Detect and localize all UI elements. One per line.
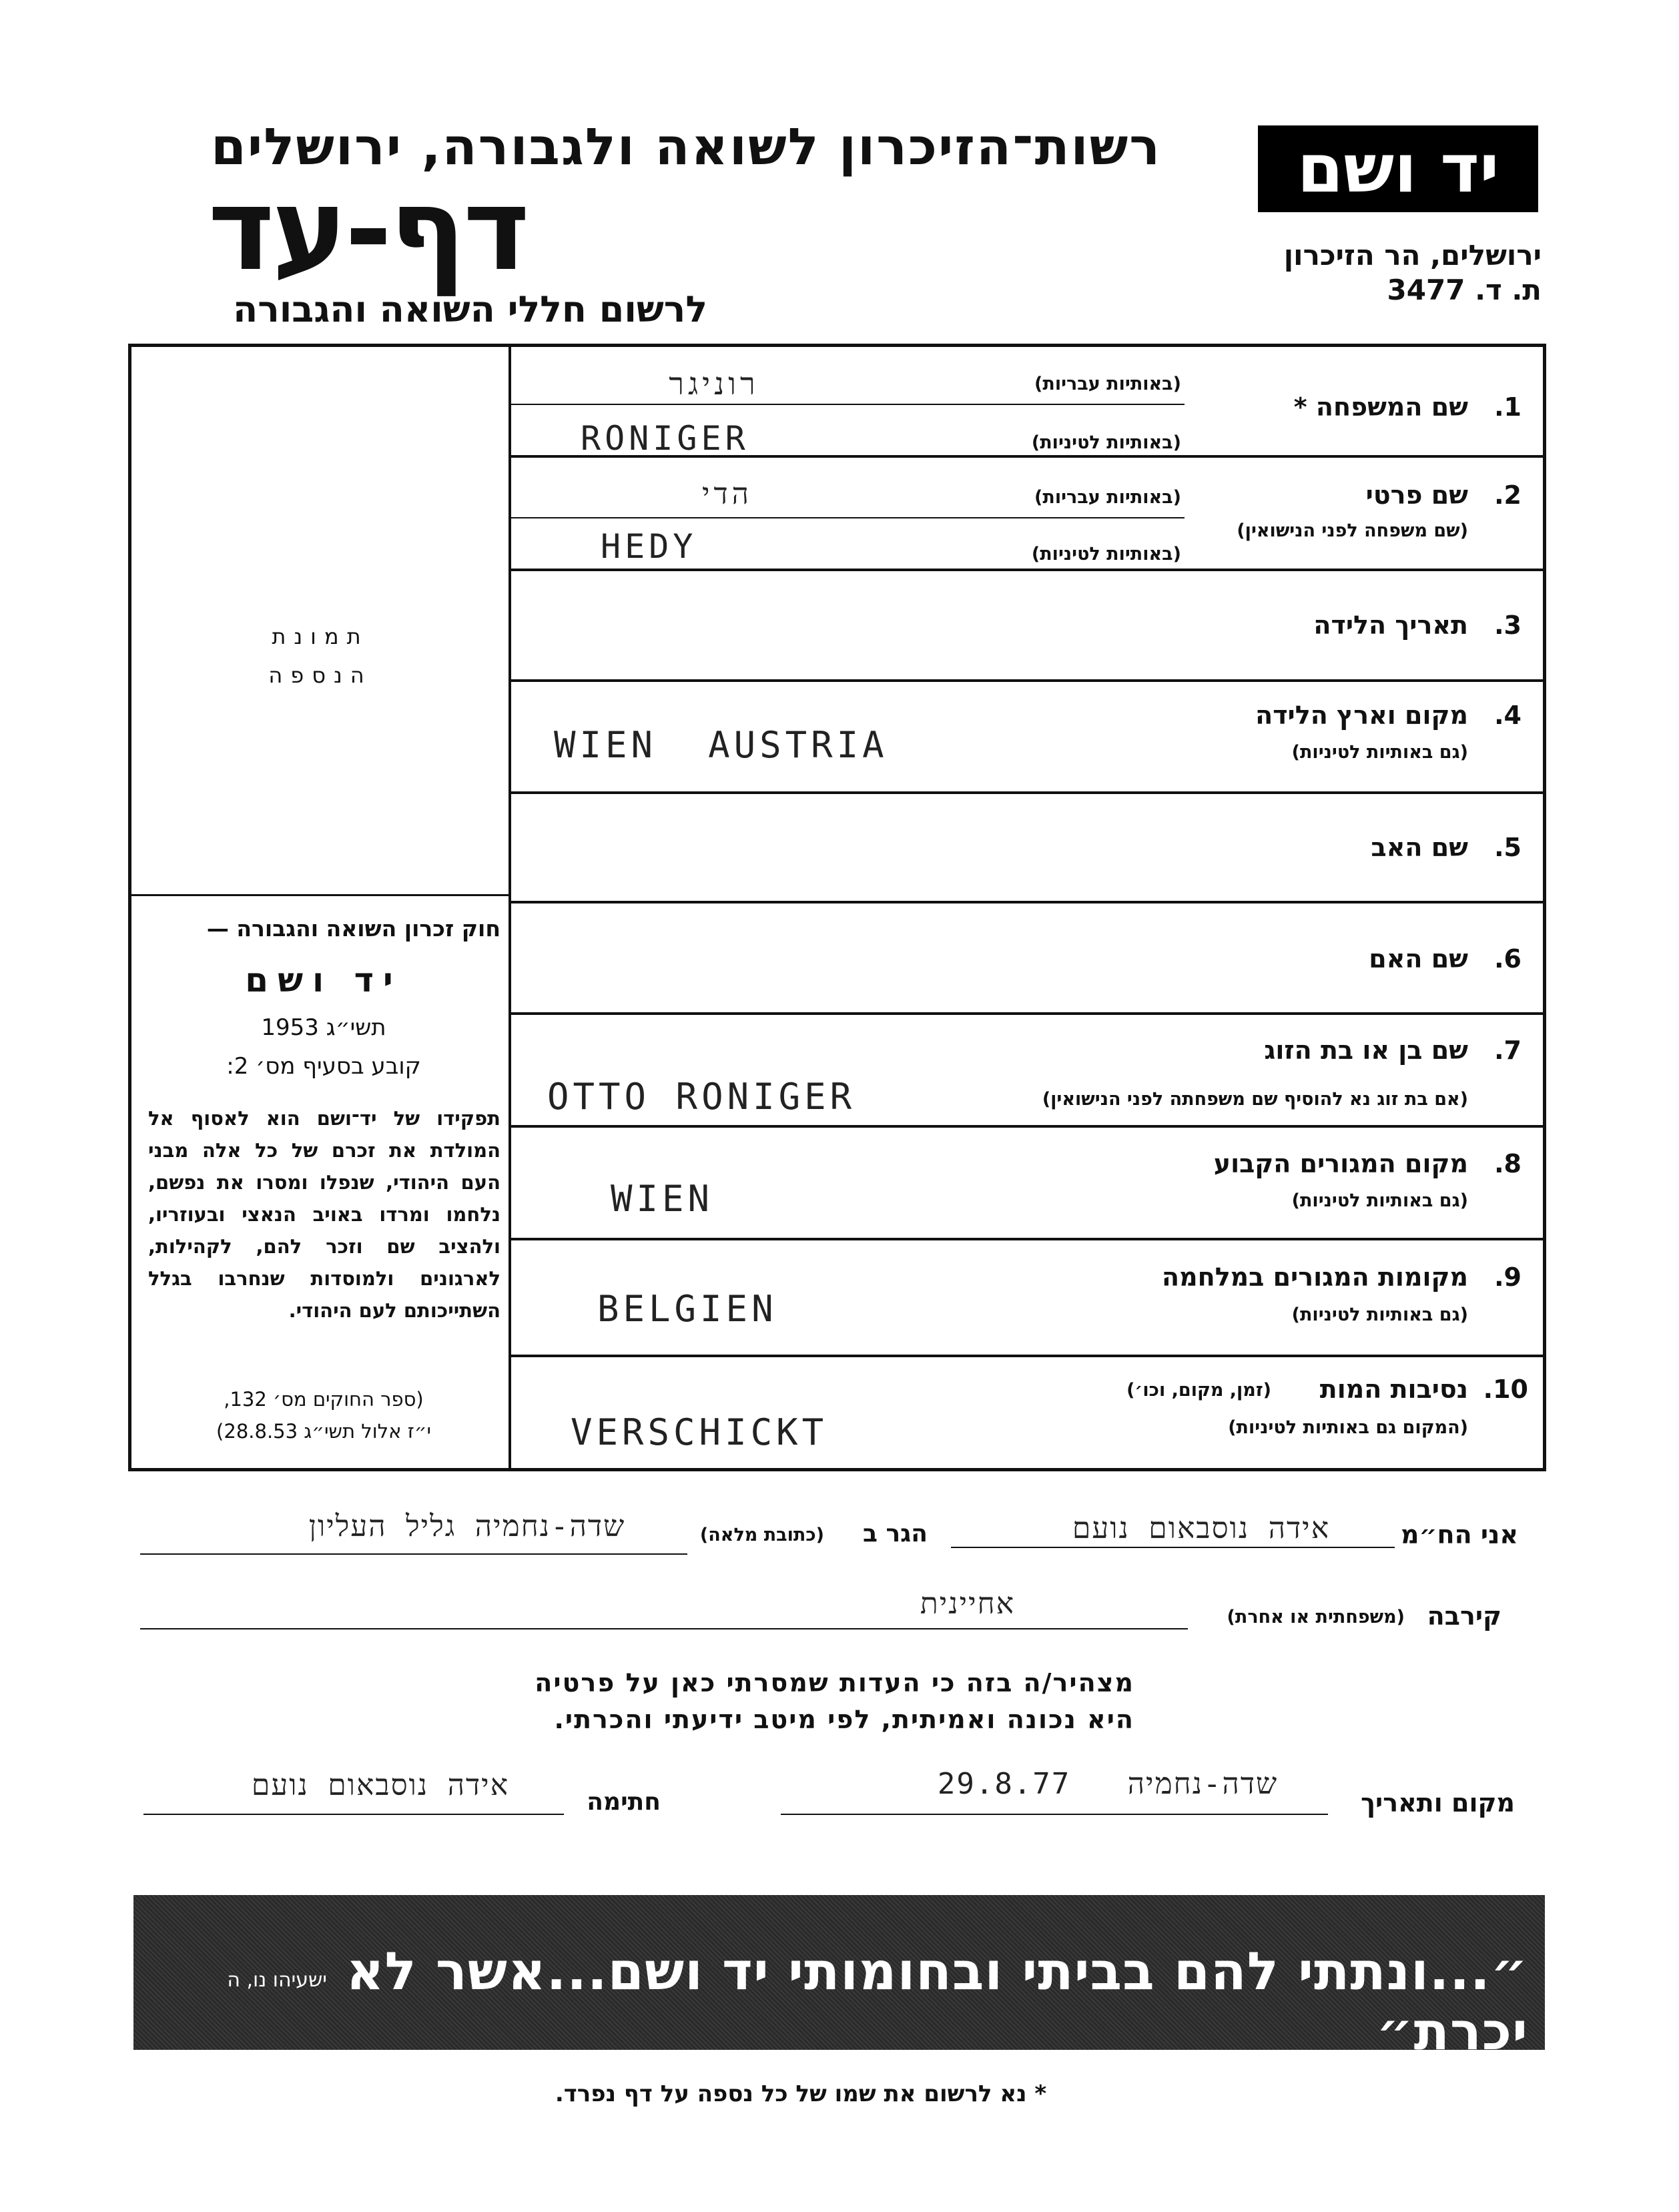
statement-line-1: מצהיר/ה בזה כי העדות שמסרתי כאן על פרטיה <box>535 1668 1134 1698</box>
logo-text: יד ושם <box>1297 129 1499 208</box>
f10-label-extra: (זמן, מקום, וכו׳) <box>1126 1380 1271 1401</box>
row-sep-3 <box>511 679 1545 682</box>
f1-line-hebrew <box>511 404 1185 405</box>
footnote: * נא לרשום את שמו של כל נספה על דף נפרד. <box>555 2081 1047 2107</box>
f7-number: 7. <box>1494 1036 1522 1065</box>
address-value[interactable]: שדה-נחמיה גליל העליון <box>308 1509 626 1543</box>
kinship-label: קירבה <box>1427 1601 1501 1631</box>
form-subtitle: לרשום חללי השואה והגבורה <box>233 288 707 330</box>
f8-sublabel: (גם באותיות לטיניות) <box>1291 1190 1468 1211</box>
f9-label: מקומות המגורים במלחמה <box>1161 1262 1468 1292</box>
kinship-line <box>140 1628 1188 1629</box>
f9-value[interactable]: BELGIEN <box>597 1288 777 1330</box>
f2-hint-hebrew: (באותיות עבריות) <box>1034 487 1181 508</box>
declarant-line <box>951 1547 1395 1548</box>
row-sep-2 <box>511 569 1545 571</box>
address-line <box>140 1553 687 1555</box>
f2-value-hebrew[interactable]: הדי <box>701 477 753 511</box>
sidebar-separator <box>130 894 509 896</box>
place-date-label: מקום ותאריך <box>1361 1788 1515 1818</box>
row-sep-4 <box>511 791 1545 794</box>
f10-label: נסיבות המות <box>1319 1375 1468 1404</box>
statement-line-2: היא נכונה ואמיתית, לפי מיטב ידיעתי והכרתי. <box>554 1705 1134 1734</box>
kinship-value[interactable]: אחיינית <box>920 1587 1016 1621</box>
resides-label: הגר ב <box>863 1520 928 1547</box>
frame-bottom <box>128 1468 1546 1471</box>
f2-number: 2. <box>1494 480 1522 510</box>
f6-number: 6. <box>1494 944 1522 974</box>
f2-label: שם פרטי <box>1365 480 1468 510</box>
place-date-value[interactable]: שדה-נחמיה 29.8.77 <box>937 1767 1279 1801</box>
photo-label <box>133 617 507 695</box>
f9-sublabel: (גם באותיות לטיניות) <box>1291 1305 1468 1325</box>
frame-top <box>128 344 1546 347</box>
row-sep-9 <box>511 1355 1545 1357</box>
f4-number: 4. <box>1494 701 1522 730</box>
f3-label: תאריך הלידה <box>1313 611 1468 640</box>
declarant-label: אני הח״מ <box>1401 1520 1518 1549</box>
yad-vashem-logo <box>1258 125 1538 212</box>
frame-right <box>1543 344 1546 1470</box>
f7-label: שם בן או בת הזוג <box>1264 1036 1468 1065</box>
declarant-value[interactable]: אידה נוסבאום נועם <box>1072 1511 1331 1545</box>
f8-value[interactable]: WIEN <box>611 1178 714 1220</box>
row-sep-8 <box>511 1238 1545 1240</box>
row-sep-5 <box>511 901 1545 903</box>
f7-value[interactable]: OTTO RONIGER <box>547 1076 856 1118</box>
address-hint: (כתובת מלאה) <box>699 1525 824 1545</box>
banner-quote: ״...ונתתי להם בביתי ובחומותי יד ושם...אשר לא יכרת״ <box>346 1942 1528 2062</box>
signature-value[interactable]: אידה נוסבאום נועם <box>251 1768 510 1802</box>
law-heading: חוק זכרון השואה והגבורה — <box>206 915 500 942</box>
f1-hint-latin: (באותיות לטיניות) <box>1031 432 1181 453</box>
law-year: תשי״ג 1953 <box>261 1014 386 1041</box>
quote-banner <box>133 1895 1545 2062</box>
address: ירושלים, הר הזיכרון <box>1283 239 1542 272</box>
law-ref-2: י״ז אלול תשי״ג 28.8.53) <box>216 1420 431 1443</box>
f4-sublabel: (גם באותיות לטיניות) <box>1291 742 1468 763</box>
f2-value-latin[interactable]: HEDY <box>601 527 697 566</box>
f4-value[interactable]: WIEN AUSTRIA <box>554 724 888 766</box>
f7-sublabel: (אם בת זוג נא להוסיף שם משפחתה לפני הנישואין) <box>1042 1089 1468 1110</box>
kinship-hint: (משפחתית או אחרת) <box>1227 1607 1405 1627</box>
f1-value-latin[interactable]: RONIGER <box>581 419 749 458</box>
law-name: יד ושם <box>245 961 402 1000</box>
row-sep-7 <box>511 1125 1545 1128</box>
row-sep-6 <box>511 1012 1545 1015</box>
f8-label: מקום המגורים הקבוע <box>1213 1149 1468 1178</box>
f4-label: מקום וארץ הלידה <box>1255 701 1468 730</box>
place-date-line <box>781 1814 1328 1815</box>
f10-number: 10. <box>1483 1375 1528 1404</box>
f5-label: שם האב <box>1371 833 1468 862</box>
f1-label: שם המשפחה * <box>1293 392 1468 422</box>
f2-line-hebrew <box>511 517 1185 518</box>
sidebar-divider <box>509 344 511 1470</box>
f10-sublabel: (המקום גם באותיות לטיניות) <box>1228 1417 1468 1438</box>
f9-number: 9. <box>1494 1262 1522 1292</box>
f1-number: 1. <box>1494 392 1522 422</box>
po-box: ת. ד. 3477 <box>1387 274 1542 306</box>
f1-value-hebrew[interactable]: רוניגר <box>669 366 759 402</box>
f5-number: 5. <box>1494 833 1522 862</box>
law-text: תפקידו של יד־ושם הוא לאסוף אל המולדת את זכרם של כל אלה מבני העם היהודי, שנפלו ומסרו את נפשם, נלחמו ומרדו באויב הנאצי ובעוזריו, ולהציב שם וזכר להם, לקהילות, לארגונים ולמוסדות שנחרבו בגלל השתייכותם לעם היהודי. <box>148 1107 500 1322</box>
authority-title: רשות־הזיכרון לשואה ולגבורה, ירושלים <box>211 117 1161 176</box>
f10-value[interactable]: VERSCHICKT <box>571 1411 828 1453</box>
photo-label-line1: תמונת <box>272 624 369 649</box>
law-section: קובע בסעיף מס׳ 2: <box>226 1053 421 1080</box>
f1-hint-hebrew: (באותיות עבריות) <box>1034 374 1181 394</box>
signature-label: חתימה <box>587 1788 661 1816</box>
form-title: דף-עד <box>208 164 527 296</box>
f8-number: 8. <box>1494 1149 1522 1178</box>
f3-number: 3. <box>1494 611 1522 640</box>
f2-sublabel: (שם משפחה לפני הנישואין) <box>1237 520 1468 541</box>
law-ref-1: (ספר החוקים מס׳ 132, <box>224 1388 424 1411</box>
banner-source: ישעיהו נו, ה <box>227 1968 327 1992</box>
f6-label: שם האם <box>1369 944 1468 974</box>
f2-hint-latin: (באותיות לטיניות) <box>1031 544 1181 565</box>
signature-line <box>143 1814 564 1815</box>
photo-label-line2: הנספה <box>268 663 372 688</box>
frame-left <box>128 344 131 1470</box>
